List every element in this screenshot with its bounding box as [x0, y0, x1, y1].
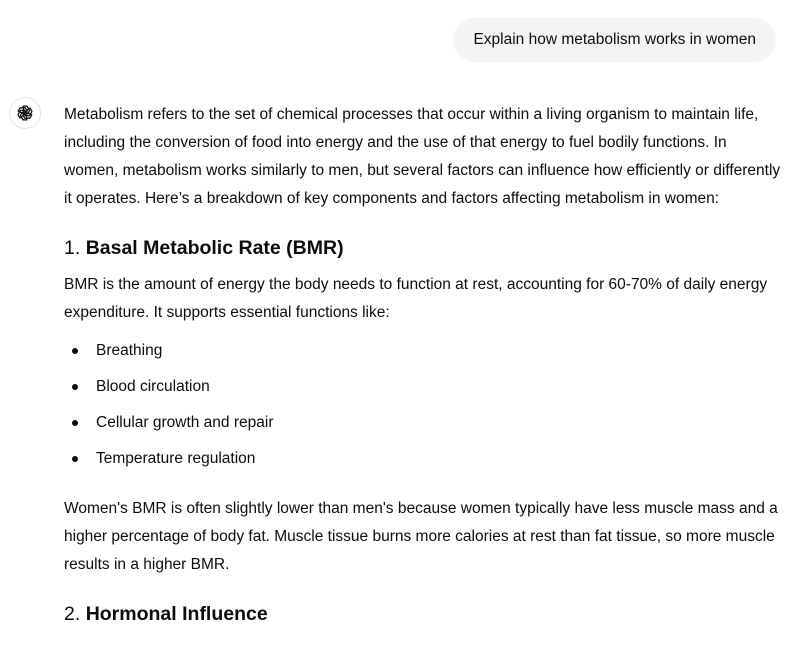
bullet-dot [72, 348, 78, 354]
user-message-bubble: Explain how metabolism works in women [453, 18, 776, 62]
user-message-row [453, 18, 776, 62]
section-title: Basal Metabolic Rate (BMR) [85, 237, 344, 259]
bmr-paragraph: BMR is the amount of energy the body needs to function at rest, accounting for 60-70% of daily energy expenditure. It supports essential functions like: [64, 276, 768, 321]
section-heading-bmr [64, 233, 784, 263]
section-number: 2. [64, 603, 81, 625]
bullet-dot [72, 420, 78, 426]
list-item-text: Blood circulation [96, 378, 210, 395]
list-item [64, 441, 784, 477]
openai-logo-icon [15, 103, 35, 123]
assistant-avatar [9, 97, 41, 129]
womens-bmr-paragraph: Women's BMR is often slightly lower than men's because women typically have less muscle mass and a higher percentage of body fat. Muscle tissue burns more calories at rest than fat tissue, so more muscle results in a higher BMR. [64, 500, 778, 573]
list-item-text: Temperature regulation [96, 450, 256, 467]
bullet-dot [72, 456, 78, 462]
assistant-response [64, 101, 784, 637]
list-item-text: Cellular growth and repair [96, 414, 274, 431]
list-item [64, 369, 784, 405]
bmr-function-list [64, 333, 784, 477]
section-number: 1. [64, 237, 81, 259]
list-item [64, 405, 784, 441]
list-item [64, 333, 784, 369]
bullet-dot [72, 384, 78, 390]
section-title: Hormonal Influence [85, 603, 268, 625]
intro-paragraph: Metabolism refers to the set of chemical processes that occur within a living organism to maintain life, including the conversion of food into energy and the use of that energy to fuel bodily functions. In women, metabolism works similarly to men, but several factors can influence how efficiently or differently it operates. Here’s a breakdown of key components and factors affecting metabolism in women: [64, 106, 781, 207]
list-item-text: Breathing [96, 342, 163, 359]
section-heading-hormonal [64, 599, 784, 629]
